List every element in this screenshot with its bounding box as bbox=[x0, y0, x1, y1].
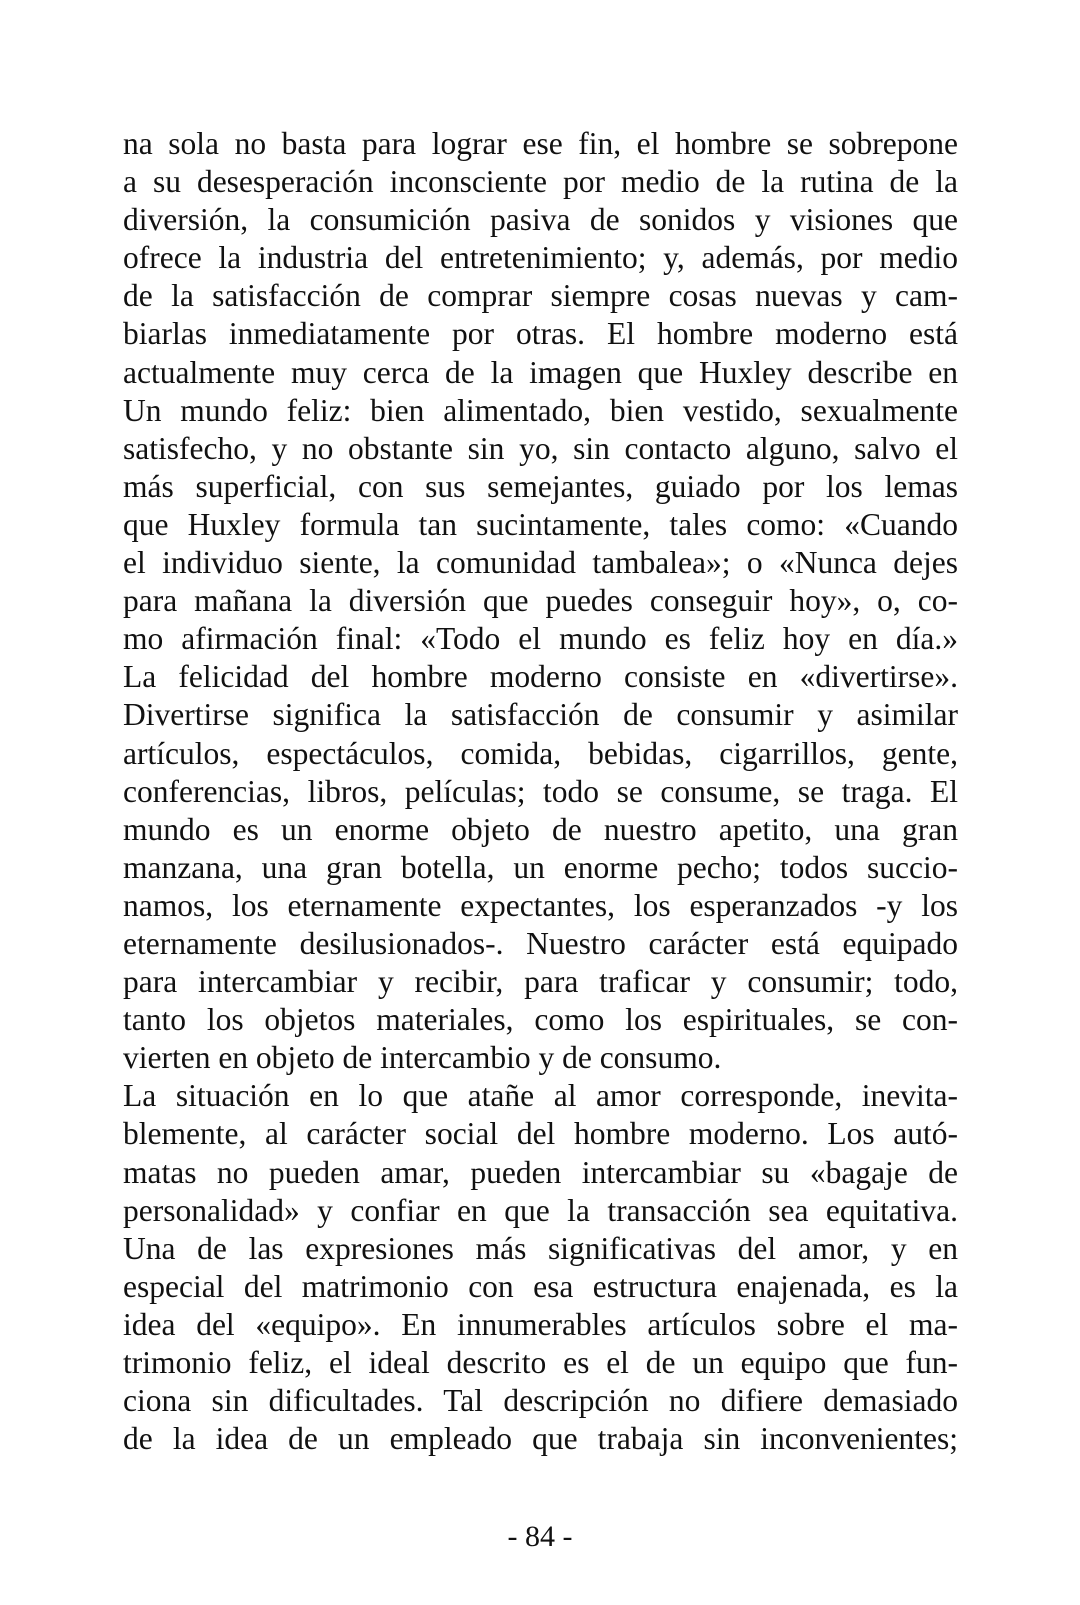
text-line: eternamente desilusionados-. Nuestro carácter está equipado bbox=[123, 925, 958, 961]
text-line: La situación en lo que atañe al amor corresponde, inevita- bbox=[123, 1078, 958, 1114]
text-line: artículos, espectáculos, comida, bebidas, cigarrillos, gente, bbox=[123, 735, 958, 771]
text-line: matas no pueden amar, pueden intercambiar su «bagaje de bbox=[123, 1154, 958, 1190]
text-line: La felicidad del hombre moderno consiste en «divertirse». bbox=[123, 659, 958, 695]
text-line: satisfecho, y no obstante sin yo, sin contacto alguno, salvo el bbox=[123, 430, 958, 466]
text-line: ofrece la industria del entretenimiento; y, además, por medio bbox=[123, 240, 958, 276]
text-line: para mañana la diversión que puedes conseguir hoy», o, co- bbox=[123, 583, 958, 619]
text-line: biarlas inmediatamente por otras. El hombre moderno está bbox=[123, 316, 958, 352]
text-line: que Huxley formula tan sucintamente, tales como: «Cuando bbox=[123, 506, 958, 542]
text-line: idea del «equipo». En innumerables artículos sobre el ma- bbox=[123, 1306, 958, 1342]
text-line: vierten en objeto de intercambio y de consumo. bbox=[123, 1040, 722, 1076]
text-line: tanto los objetos materiales, como los espirituales, se con- bbox=[123, 1002, 958, 1038]
text-line: namos, los eternamente expectantes, los esperanzados -y los bbox=[123, 887, 958, 923]
text-line: manzana, una gran botella, un enorme pecho; todos succio- bbox=[123, 849, 958, 885]
text-line: de la satisfacción de comprar siempre cosas nuevas y cam- bbox=[123, 278, 958, 314]
text-line: Una de las expresiones más significativas del amor, y en bbox=[123, 1230, 958, 1266]
text-line: na sola no basta para lograr ese fin, el hombre se sobrepone bbox=[123, 126, 958, 161]
page-number: - 84 - bbox=[507, 1520, 573, 1553]
text-line: más superficial, con sus semejantes, guiado por los lemas bbox=[123, 468, 958, 504]
text-line: diversión, la consumición pasiva de sonidos y visiones que bbox=[123, 202, 958, 238]
text-line: a su desesperación inconsciente por medio de la rutina de la bbox=[123, 164, 958, 200]
text-line: mundo es un enorme objeto de nuestro apetito, una gran bbox=[123, 811, 958, 847]
text-line: Un mundo feliz: bien alimentado, bien vestido, sexualmente bbox=[123, 392, 958, 428]
text-line: trimonio feliz, el ideal descrito es el de un equipo que fun- bbox=[123, 1345, 958, 1380]
text-line: ciona sin dificultades. Tal descripción no difiere demasiado bbox=[123, 1383, 958, 1419]
text-line: mo afirmación final: «Todo el mundo es feliz hoy en día.» bbox=[123, 621, 958, 657]
text-line: Divertirse significa la satisfacción de consumir y asimilar bbox=[123, 697, 958, 733]
body-text bbox=[123, 125, 958, 1458]
text-line: especial del matrimonio con esa estructura enajenada, es la bbox=[123, 1268, 958, 1304]
text-line: para intercambiar y recibir, para traficar y consumir; todo, bbox=[123, 964, 958, 1000]
text-line: actualmente muy cerca de la imagen que Huxley describe en bbox=[123, 354, 958, 390]
text-line: de la idea de un empleado que trabaja sin inconvenientes; bbox=[123, 1421, 958, 1457]
text-line: conferencias, libros, películas; todo se consume, se traga. El bbox=[123, 773, 958, 809]
text-line: el individuo siente, la comunidad tambalea»; o «Nunca dejes bbox=[123, 545, 958, 581]
text-line: blemente, al carácter social del hombre moderno. Los autó- bbox=[123, 1116, 958, 1152]
text-line: personalidad» y confiar en que la transacción sea equitativa. bbox=[123, 1192, 958, 1228]
